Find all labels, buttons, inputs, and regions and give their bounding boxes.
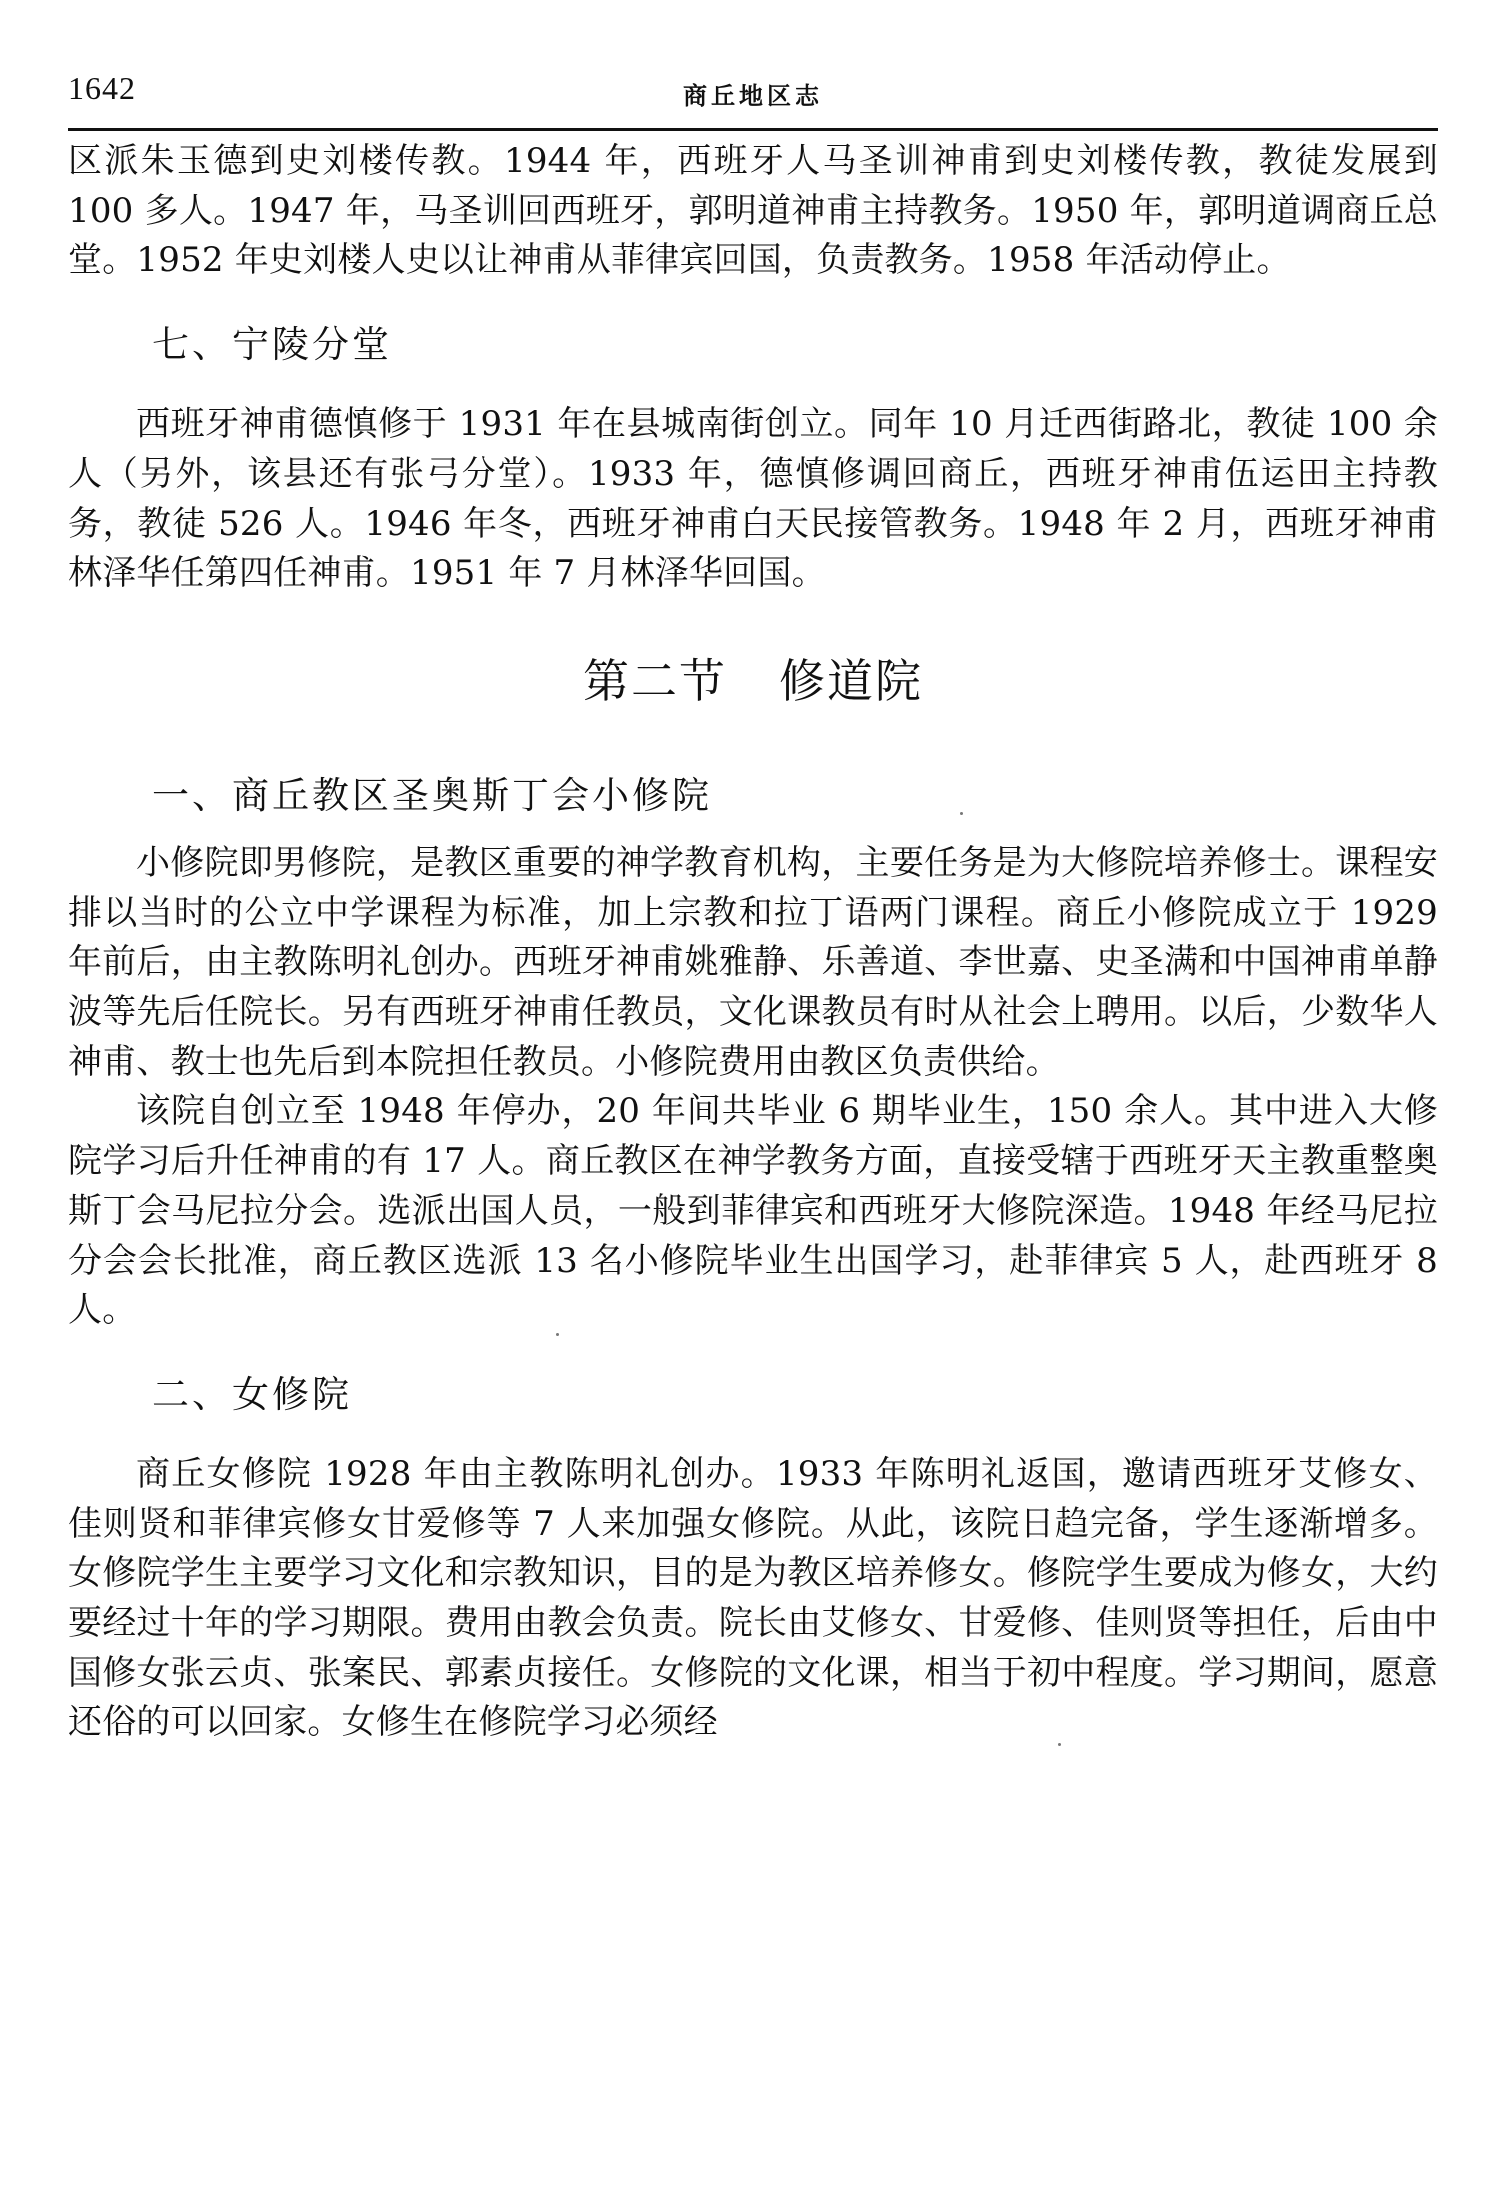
page-body	[68, 137, 1438, 1748]
scan-speck	[960, 812, 963, 815]
paragraph-convent: 商丘女修院 1928 年由主教陈明礼创办。1933 年陈明礼返国，邀请西班牙艾修女、佳则贤和菲律宾修女甘爱修等 7 人来加强女修院。从此，该院日趋完备，学生逐渐增多。女修院学生主要学习文化和宗教知识，目的是为教区培养修女。修院学生要成为修女，大约要经过十年的学习期限。费用由教会负责。院长由艾修女、甘爱修、佳则贤等担任，后由中国修女张云贞、张案民、郭素贞接任。女修院的文化课，相当于初中程度。学习期间，愿意还俗的可以回家。女修生在修院学习必须经	[68, 1453, 1438, 1743]
section-title	[68, 651, 1438, 711]
section-name: 修道院	[779, 653, 923, 708]
paragraph-continued: 区派朱玉德到史刘楼传教。1944 年，西班牙人马圣训神甫到史刘楼传教，教徒发展到 100 多人。1947 年，马圣训回西班牙，郭明道神甫主持教务。1950 年，郭明道调商丘总堂。1952 年史刘楼人史以让神甫从菲律宾回国，负责教务。1958 年活动停止。	[68, 141, 1438, 281]
scan-speck	[556, 1333, 559, 1336]
page-number: 1642	[68, 70, 136, 106]
page-header	[68, 70, 1438, 130]
header-rule	[68, 128, 1438, 131]
running-title: 商丘地区志	[683, 82, 823, 110]
subheading-convent: 二、女修院	[152, 1372, 352, 1416]
section-number: 第二节	[583, 653, 727, 708]
paragraph-ningling: 西班牙神甫德慎修于 1931 年在县城南街创立。同年 10 月迁西街路北，教徒 100 余人（另外，该县还有张弓分堂）。1933 年，德慎修调回商丘，西班牙神甫伍运田主持教务，教徒 526 人。1946 年冬，西班牙神甫白天民接管教务。1948 年 2 月，西班牙神甫林泽华任第四任神甫。1951 年 7 月林泽华回国。	[68, 404, 1438, 594]
scan-speck	[1058, 1743, 1061, 1746]
subheading-ningling-branch: 七、宁陵分堂	[152, 323, 392, 367]
paragraph-seminary-history: 该院自创立至 1948 年停办，20 年间共毕业 6 期毕业生，150 余人。其中进入大修院学习后升任神甫的有 17 人。商丘教区在神学教务方面，直接受辖于西班牙天主教重整奥斯丁会马尼拉分会。选派出国人员，一般到菲律宾和西班牙大修院深造。1948 年经马尼拉分会会长批准，商丘教区选派 13 名小修院毕业生出国学习，赴菲律宾 5 人，赴西班牙 8 人。	[68, 1091, 1438, 1331]
paragraph-minor-seminary: 小修院即男修院，是教区重要的神学教育机构，主要任务是为大修院培养修士。课程安排以当时的公立中学课程为标准，加上宗教和拉丁语两门课程。商丘小修院成立于 1929 年前后，由主教陈明礼创办。西班牙神甫姚雅静、乐善道、李世嘉、史圣满和中国神甫单静波等先后任院长。另有西班牙神甫任教员，文化课教员有时从社会上聘用。以后，少数华人神甫、教士也先后到本院担任教员。小修院费用由教区负责供给。	[68, 842, 1438, 1082]
subheading-minor-seminary: 一、商丘教区圣奥斯丁会小修院	[152, 773, 712, 817]
